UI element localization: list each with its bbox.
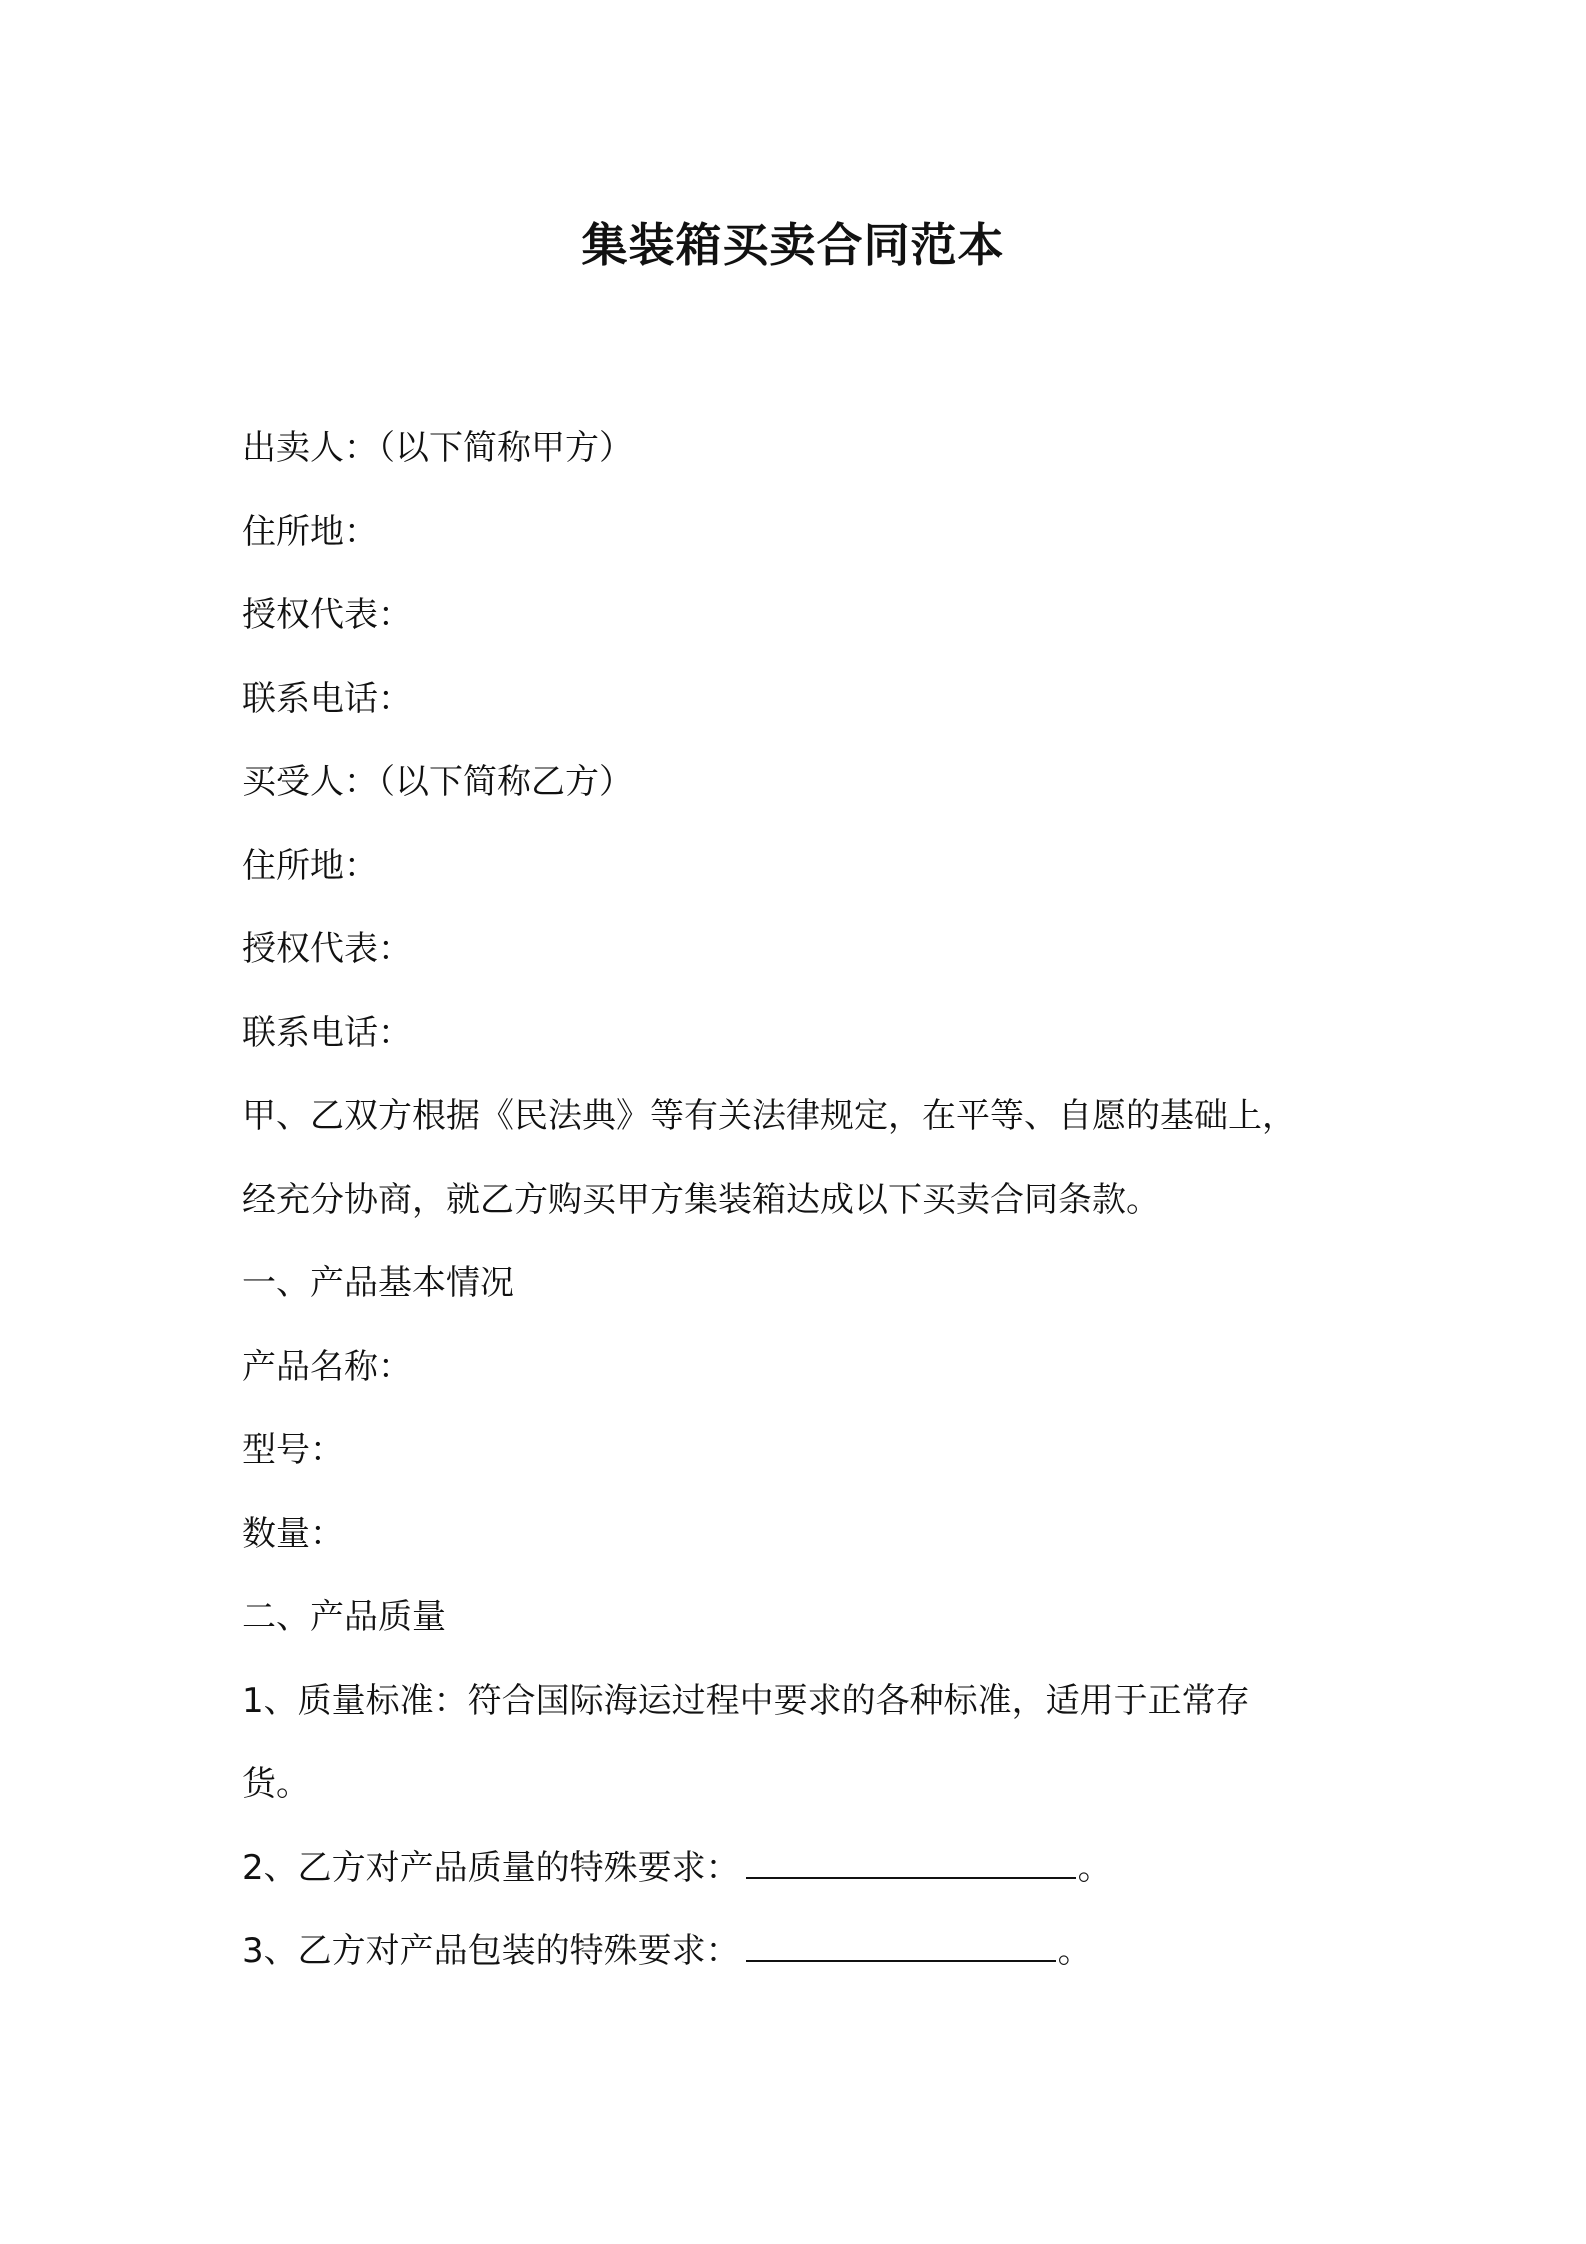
seller-line: 出卖人：（以下简称甲方）: [242, 428, 633, 468]
intro-paragraph-line-2: 经充分协商，就乙方购买甲方集装箱达成以下买卖合同条款。: [242, 1179, 1160, 1220]
quality-special-requirement-line: [242, 1827, 1372, 1911]
quality-requirement-period: 。: [1077, 1847, 1112, 1888]
section-product-basic-heading: 一、产品基本情况: [242, 1263, 514, 1303]
intro-paragraph-line-1: 甲、乙双方根据《民法典》等有关法律规定，在平等、自愿的基础上，: [242, 1096, 1296, 1136]
buyer-address-line: 住所地：: [242, 845, 378, 886]
packaging-special-requirement-line: [242, 1910, 1372, 1994]
section-product-quality-heading: 二、产品质量: [242, 1597, 446, 1637]
packaging-requirement-blank: [746, 1924, 1056, 1962]
quality-special-requirement-label: 2、乙方对产品质量的特殊要求：: [242, 1847, 740, 1888]
buyer-representative-line: 授权代表：: [242, 929, 412, 969]
product-model-line: 型号：: [242, 1430, 344, 1470]
document-body: [242, 407, 1372, 1994]
quality-standard-line-2: 货。: [242, 1764, 310, 1804]
product-quantity-line: 数量：: [242, 1513, 344, 1554]
seller-address-line: 住所地：: [242, 511, 378, 552]
packaging-special-requirement-label: 3、乙方对产品包装的特殊要求：: [242, 1931, 740, 1971]
document-title: 集装箱买卖合同范本: [581, 218, 1005, 272]
quality-standard-line-1: 1、质量标准：符合国际海运过程中要求的各种标准，适用于正常存: [242, 1680, 1250, 1721]
quality-requirement-blank: [746, 1841, 1076, 1879]
buyer-phone-line: 联系电话：: [242, 1012, 412, 1053]
product-name-line: 产品名称：: [242, 1346, 412, 1387]
seller-phone-line: 联系电话：: [242, 678, 412, 719]
packaging-requirement-period: 。: [1057, 1931, 1092, 1971]
seller-representative-line: 授权代表：: [242, 595, 412, 635]
buyer-line: 买受人：（以下简称乙方）: [242, 762, 633, 802]
